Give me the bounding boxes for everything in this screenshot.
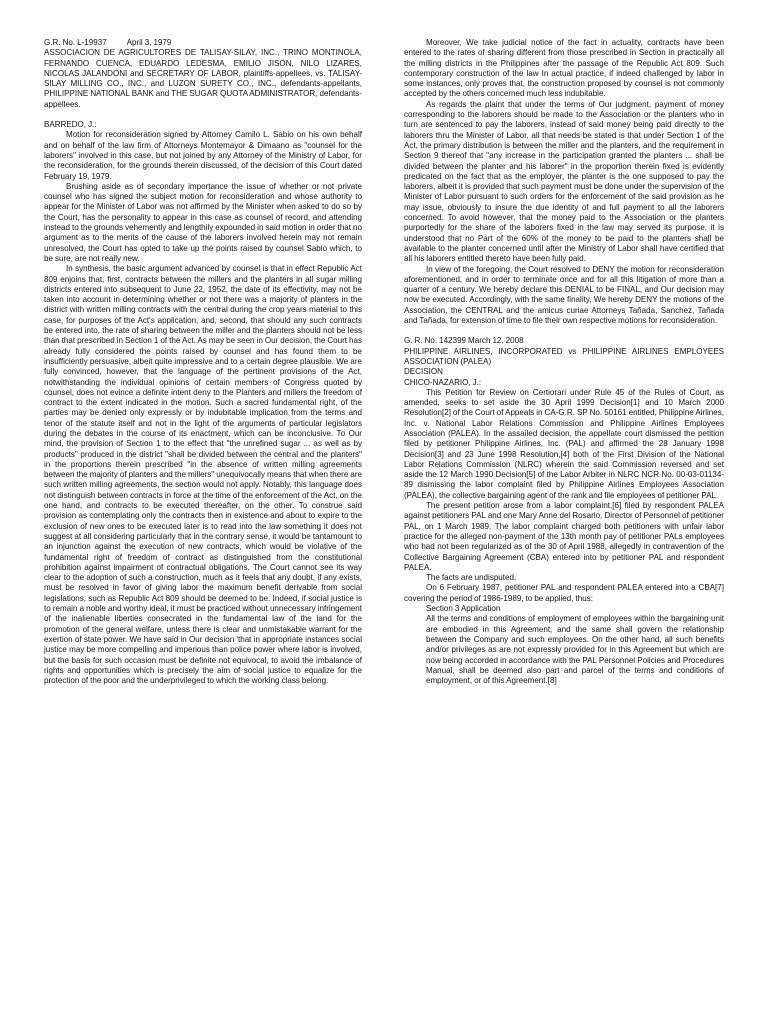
right-paragraph: Section 3 Application	[426, 604, 501, 614]
left-paragraph: Brushing aside as of secondary importance the issue of whether or not private counsel who has signed the subject motion for reconsideration and whose authority to appear for the Minister of Labor was not affirmed by the Minister when asked to do so by the Court, has the personality to appear in this case as counsel of record, and attending instead to the grounds vehemently and lengthily expounded in said motion in order that no argument as to the merits of the cause of the laborers involved herein may not remain unresolved, the Court has opted to take up the points raised by counsel Sabio which, to be sure, are not really new.	[44, 181, 362, 263]
right-paragraph: In view of the foregoing, the Court resolved to DENY the motion for reconsideration aforementioned, and in order to terminate once and for all this litigation of more than a quarter of a century. We hereby declare this DENIAL to be FINAL, and Our decision may now be executed. Accordingly, with the same finality, We hereby DENY the motions of the Association, the CENTRAL and the amicus curiae Attorneys Tañada, Sanchez, Tañada and Tañada, for extension of time to file their own respective motions for reconsideration.	[404, 264, 724, 326]
left-paragraph: In synthesis, the basic argument advanced by counsel is that in effect Republic Act 809 enjoins that, first, contracts between the millers and the planters in all sugar milling districts entered into subsequent to June 22, 1952, the date of its effectivity, may not be taken into account in determining whether or not there was a majority of planters in the district with written milling contracts with the central during the crop years material to this case, for purposes of the Act's application, and, second, that should any such contracts be entered into, the rate of sharing between the miller and the planters should not be less than that prescribed in Section 1 of the Act. As may be seen in Our decision, the Court has already fully considered the points raised by counsel and has found them to be insufficiently persuasive, albeit quite impressive and to a certain degree plausible. We are fully convinced, however, that the language of the pertinent provisions of the Act, notwithstanding the individual opinions of certain members of Congress quoted by counsel, does not evince a definite intent deny to the Planters and millers the freedom of contract to the extent indicated in the motion. Such a sacred fundamental right, of the parties may be denied only expressly or by indubitable implication from the terms and tenor of the statute itself and not in the light of the arguments of particular legislators during the debates in the course of its enactment, which can be inconclusive. To Our mind, the provision of Section 1 to the effect that "the unrefined sugar ... as well as by products" produced in the district "shall be divided between the central and the planters" in the proportions therein prescribed "in the absence of written milling agreements between the majority of planters and the millers" unequivocally means that when there are such written milling agreements, the section would not apply. Notably, this language does not distinguish between contracts in force at the time of the enforcement of the Act, on the one hand, and contracts to be executed thereafter, on the other. To construe said provision as contemplating only the contracts then in existence and about to expire to the exclusion of new ones to be executed later is to read into the law something it does not suggest at all considering particularly that in the contrary sense, it would be tantamount to an injunction against the execution of new contracts, which would be violative of the fundamental right of freedom of contract as distinguished from the constitutional prohibition against impairment of contractual obligations. The Court cannot see its way clear to the adoption of such a construction, much as it feels that any doubt, if any exists, must be resolved in favor of giving labor the maximum benefit derivable from social legislations, such as Republic Act 809 should be deemed to be. Indeed, if social justice is to remain a noble and worthy ideal, it must be practiced without unnecessary infringement of the inalienable liberties consecrated in the fundamental law of the land for the promotion of the general welfare, unless there is clear and unmistakable warrant for the exertion of state power. We have said in Our decision 'that in appropriate instances social justice may be more compelling and imperious than police power where labor is involved, but the basis for such occasion must be definite not equivocal, to avoid the imbalance of rights and opportunities which is precisely the aim of social justice to equalize for the protection of the poor and the underprivileged to which the working class belong.	[44, 264, 363, 686]
right-column	[404, 38, 724, 686]
right-paragraph: This Petition for Review on Certiorari under Rule 45 of the Rules of Court, as amended, seeks to set aside the 30 April 1999 Decision[1] and 10 March 2000 Resolution[2] of the Court of Appeals in CA-G.R. SP No. 50161 entitled, Philippine Airlines, Inc. v. National Labor Relations Commission and Philippine Airlines Employees Association (PALEA). In the assailed decision, the appellate court dismissed the petition filed by petitioner Philippine Airlines, Inc. (PAL) and affirmed the 28 January 1998 Decision[3] and 23 June 1998 Resolution,[4] both of the First Division of the National Labor Relations Commission (NLRC) wherein the said Commission reversed and set aside the 12 March 1990 Decision[5] of the Labor Arbiter in NLRC NCR No. 00-03-01134-89 dismissing the labor complaint filed by Philippine Airlines Employees Association (PALEA), the collective bargaining agent of the rank and file employees of petitioner PAL.	[404, 387, 724, 500]
right-paragraph: PHILIPPINE AIRLINES, INCORPORATED vs PHILIPPINE AIRLINES EMPLOYEES ASSOCIATION (PALEA)	[404, 346, 724, 366]
right-paragraph: G. R. No. 142399 March 12, 2008	[404, 336, 524, 346]
left-paragraph: BARREDO, J.:	[44, 120, 97, 130]
left-paragraph: Motion for reconsideration signed by Attorney Camilo L. Sabio on his own behalf and on behalf of the law firm of Attorneys Montemayor & Dimaano as "counsel for the laborers" involved in this case, but not joined by any Attorney of the Ministry of Labor, for the reconsideration, for the grounds therein discussed, of the decision of this Court dated February 19, 1979.	[44, 130, 362, 181]
right-paragraph: The facts are undisputed.	[426, 573, 517, 583]
left-paragraph: ASSOCIACION DE AGRICULTORES DE TALISAY-SILAY, INC., TRINO MONTINOLA, FERNANDO CUENCA, EDUARDO LEDESMA, EMILIO JISON, NILO LIZARES, NICOLAS JALANDONI and SECRETARY OF LABOR, plaintiffs-appellees, vs. TALISAY-SILAY MILLING CO., INC., and LUZON SURETY CO., INC., defendants-appellants, PHILIPPINE NATIONAL BANK and THE SUGAR QUOTA ADMINISTRATOR, defendants-appellees.	[44, 48, 362, 109]
left-column	[44, 38, 362, 686]
left-paragraph: G.R. No. L-19937 April 3, 1979	[44, 38, 172, 47]
right-paragraph: As regards the plaint that under the terms of Our judgment, payment of money corresponding to the laborers should be made to the Association or the planters who in turn are sentenced to pay the laborers, instead of said money being paid directly to the laborers thru the Minister of Labor, all that needs be stated is that under Section 1 of the Act, the primary distribution is between the miller and the planters, and the requirement in Section 9 thereof that "any increase in the participation granted the planters ... shall be divided between the planter and his laborer" in the proportion therein fixed is evidently predicated on the fact that as the employer, the planter is the one supposed to pay the laborers, albeit it is provided that such payment must be done under the supervision of the Minister of Labor pursuant to such orders for the enforcement of the said provision as he may issue, obviously to insure the due identity of and full payment to all the laborers concerned. To avoid however, that the money paid to the Association or the planters purportedly for the share of the laborers fixed in the law may served its purpose, it is understood that no Part of the 60% of the money to be paid to the planters shall be available to the planter concerned until after the Ministry of Labor shall have certified that all his laborers entitled thereto have been fully paid.	[404, 99, 724, 264]
right-paragraph: DECISION	[404, 367, 443, 377]
right-paragraph: CHICO-NAZARIO, J.:	[404, 377, 482, 387]
right-paragraph: The present petition arose from a labor complaint,[6] filed by respondent PALEA against petitioners PAL and one Mary Anne del Rosario, Director of Personnel of petitioner PAL, on 1 March 1989. The labor complaint charged both petitioners with unfair labor practice for the alleged non-payment of the 13th month pay of petitioner PALs employees who had not been regularized as of the 30 of April 1988, allegedly in contravention of the Collective Bargaining Agreement (CBA) entered into by petitioner PAL and respondent PALEA.	[404, 501, 724, 572]
right-paragraph: On 6 February 1987, petitioner PAL and respondent PALEA entered into a CBA[7] covering the period of 1986-1989, to be applied, thus:	[404, 583, 724, 603]
right-paragraph: Moreover, We take judicial notice of the fact in actuality, contracts have been entered to the rates of sharing different from those prescribed in Section in practically all the milling districts in the Philippines after the passage of the Republic Act 809. Such contemporary construction of the law In actual practice, if indeed challenged by labor in some instances, only proves that, the construction proposed by counsel is not commonly accepted by the others concerned much less indubitable.	[404, 38, 724, 99]
right-paragraph: All the terms and conditions of employment of employees within the bargaining unit are embodied in this Agreement, and the same shall govern the relationship between the Company and such employees. On the other hand, all such benefits and/or privileges as are not expressly provided for in this Agreement but which are now being accorded in accordance with the PAL Personnel Policies and Procedures Manual, shall be deemed also part and parcel of the terms and conditions of employment, or of this Agreement.[8]	[426, 614, 724, 686]
